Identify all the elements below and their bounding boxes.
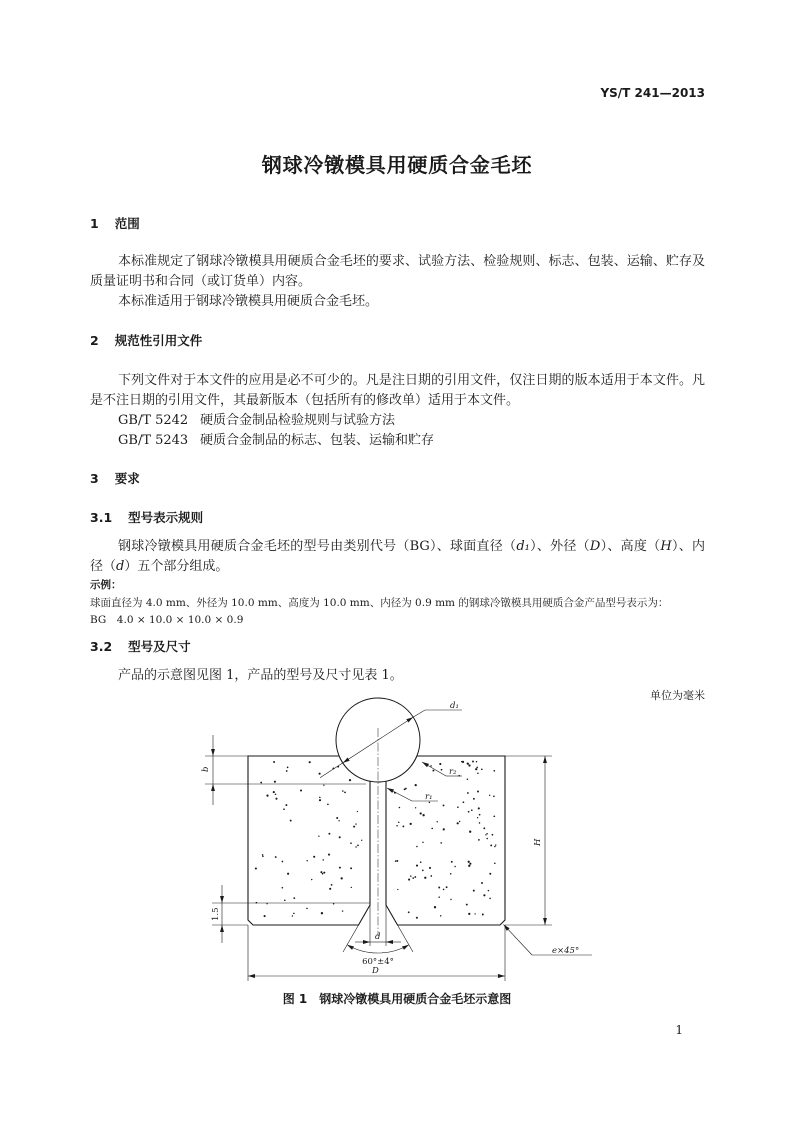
hatch-dot bbox=[410, 823, 412, 825]
example-text: 球面直径为 4.0 mm、外径为 10.0 mm、高度为 10.0 mm、内径为 0.9 mm 的钢球冷镦模具用硬质合金产品型号表示为： bbox=[90, 597, 669, 609]
hatch-dot bbox=[260, 782, 262, 784]
dimensions-paragraph: 产品的示意图见图 1，产品的型号及尺寸见表 1。 bbox=[118, 668, 403, 683]
unit-note: 单位为毫米 bbox=[650, 689, 705, 702]
hatch-dot bbox=[477, 791, 479, 793]
hatch-dot bbox=[486, 838, 488, 840]
hatch-dot bbox=[430, 765, 432, 767]
hatch-dot bbox=[273, 761, 275, 763]
blank-body-left bbox=[248, 756, 370, 925]
hatch-dot bbox=[493, 815, 495, 817]
hatch-dot bbox=[339, 836, 341, 838]
hatch-dot bbox=[275, 856, 277, 858]
hatch-dot bbox=[475, 768, 477, 770]
hatch-dot bbox=[342, 790, 344, 792]
hatch-dot bbox=[350, 867, 352, 869]
hatch-dot bbox=[481, 882, 483, 884]
hatch-dot bbox=[321, 912, 323, 914]
text-run: ）、外径（ bbox=[529, 539, 590, 554]
hatch-dot bbox=[328, 854, 330, 856]
hatch-dot bbox=[467, 792, 469, 794]
symbol-d1: d₁ bbox=[516, 539, 530, 554]
hatch-dot bbox=[255, 867, 257, 869]
text-run: ）、高度（ bbox=[600, 539, 661, 554]
hatch-dot bbox=[422, 842, 423, 843]
symbol-d: d bbox=[116, 559, 125, 574]
hatch-dot bbox=[472, 761, 474, 763]
hatch-dot bbox=[323, 785, 324, 786]
hatch-dot bbox=[336, 817, 338, 819]
d-label: d bbox=[375, 932, 381, 942]
hatch-dot bbox=[439, 763, 441, 765]
hatch-dot bbox=[319, 799, 321, 801]
hatch-dot bbox=[430, 875, 432, 877]
hatch-dot bbox=[443, 804, 445, 806]
hatch-dot bbox=[262, 854, 263, 855]
section-3-1-heading bbox=[90, 508, 203, 528]
hatch-dot bbox=[353, 826, 355, 828]
hatch-dot bbox=[264, 915, 266, 917]
hatch-dot bbox=[467, 762, 469, 764]
hatch-dot bbox=[349, 779, 351, 781]
standard-code: YS/T 241—2013 bbox=[600, 86, 705, 100]
hatch-dot bbox=[408, 879, 410, 881]
symbol-H: H bbox=[660, 539, 672, 554]
text-run: 钢球冷镦模具用硬质合金毛坯的型号由类别代号（BG）、球面直径（ bbox=[118, 539, 517, 554]
hatch-dot bbox=[273, 791, 275, 793]
applicability-paragraph: 本标准适用于钢球冷镦模具用硬质合金毛坯。 bbox=[118, 294, 379, 309]
reference-item bbox=[118, 411, 395, 431]
hatch-dot bbox=[319, 797, 321, 799]
hatch-dot bbox=[454, 866, 456, 868]
hatch-dot bbox=[451, 861, 453, 863]
hatch-dot bbox=[306, 908, 308, 910]
chamfer-label: e×45° bbox=[552, 946, 580, 956]
hatch-dot bbox=[275, 794, 277, 796]
hatch-dot bbox=[357, 845, 359, 847]
section-3-heading bbox=[90, 469, 140, 489]
hatch-dot bbox=[416, 846, 418, 848]
hatch-dot bbox=[469, 831, 471, 833]
hatch-dot bbox=[282, 861, 284, 863]
hatch-dot bbox=[420, 861, 422, 863]
scope-paragraph: 本标准规定了钢球冷镦模具用硬质合金毛坯的要求、试验方法、检验规则、标志、包装、运输、贮存及质量证明书和合同（或订货单）内容。 bbox=[90, 254, 705, 289]
hatch-dot bbox=[471, 809, 473, 811]
hatch-dot bbox=[478, 807, 480, 809]
hatch-dot bbox=[396, 860, 398, 862]
hatch-dot bbox=[434, 906, 436, 908]
hatch-dot bbox=[300, 789, 302, 791]
hatch-dot bbox=[293, 913, 295, 915]
hatch-dot bbox=[467, 779, 469, 781]
hatch-dot bbox=[275, 798, 277, 800]
hatch-dot bbox=[441, 769, 443, 771]
hatch-dot bbox=[438, 896, 440, 898]
hatch-dot bbox=[482, 914, 484, 916]
hatch-dot bbox=[420, 812, 422, 814]
hatch-dot bbox=[286, 770, 288, 772]
hatch-dot bbox=[422, 814, 424, 816]
hatch-dot bbox=[313, 856, 315, 858]
hatch-dot bbox=[443, 828, 445, 830]
hatch-dot bbox=[495, 844, 496, 845]
hatch-dot bbox=[481, 768, 483, 770]
hatch-dot bbox=[399, 807, 401, 809]
designation-rule-paragraph bbox=[90, 537, 705, 577]
hatch-dot bbox=[327, 803, 329, 805]
hatch-dot bbox=[493, 795, 495, 797]
hatch-dot bbox=[466, 904, 468, 906]
hatch-dot bbox=[457, 822, 459, 824]
hatch-dot bbox=[395, 860, 397, 862]
hatch-dot bbox=[429, 867, 431, 869]
section-1-heading bbox=[90, 214, 140, 234]
hatch-dot bbox=[489, 795, 490, 796]
hatch-dot bbox=[490, 844, 492, 846]
hatch-dot bbox=[285, 804, 287, 806]
hatch-dot bbox=[338, 820, 339, 821]
hatch-dot bbox=[450, 899, 451, 900]
hatch-dot bbox=[477, 773, 479, 775]
hatch-dot bbox=[402, 825, 404, 827]
section-number: 3.2 bbox=[90, 639, 113, 654]
hatch-dot bbox=[282, 887, 284, 889]
references-intro-paragraph: 下列文件对于本文件的应用是必不可少的。凡是注日期的引用文件，仅注日期的版本适用于本文件。凡是不注日期的引用文件，其最新版本（包括所有的修改单）适用于本文件。 bbox=[90, 373, 705, 408]
hatch-dot bbox=[412, 877, 414, 879]
section-number: 2 bbox=[90, 333, 99, 348]
hatch-dot bbox=[361, 840, 362, 841]
hatch-dot bbox=[396, 825, 397, 826]
hatch-dot bbox=[415, 807, 416, 808]
hatch-dot bbox=[478, 839, 480, 841]
hatch-dot bbox=[339, 867, 341, 869]
hatch-dot bbox=[357, 811, 358, 812]
reference-title: 硬质合金制品检验规则与试验方法 bbox=[200, 413, 396, 428]
hatch-dot bbox=[341, 877, 343, 879]
hatch-dot bbox=[486, 833, 487, 834]
hatch-dot bbox=[461, 761, 462, 762]
hatch-dot bbox=[322, 873, 324, 875]
hatch-dot bbox=[483, 827, 485, 829]
hatch-dot bbox=[309, 761, 311, 763]
hatch-dot bbox=[493, 770, 495, 772]
section-number: 3 bbox=[90, 471, 99, 486]
hatch-dot bbox=[397, 889, 398, 890]
text-run: ）、内径（ bbox=[90, 539, 705, 574]
hatch-dot bbox=[479, 814, 481, 816]
hatch-dot bbox=[440, 915, 441, 916]
hatch-dot bbox=[432, 770, 434, 772]
section-number: 1 bbox=[90, 216, 99, 231]
text-run: ）五个部分组成。 bbox=[124, 559, 229, 574]
section-3-2-heading bbox=[90, 637, 191, 657]
hatch-dot bbox=[424, 877, 426, 879]
reference-item bbox=[118, 431, 434, 451]
hatch-dot bbox=[292, 915, 293, 916]
hatch-dot bbox=[438, 887, 440, 889]
angle-label: 60°±4° bbox=[362, 957, 394, 967]
hatch-dot bbox=[469, 863, 471, 865]
hatch-dot bbox=[443, 889, 445, 891]
hatch-dot bbox=[320, 871, 322, 873]
hatch-dot bbox=[477, 817, 478, 818]
hatch-dot bbox=[416, 865, 418, 867]
hatch-dot bbox=[306, 860, 307, 861]
hatch-dot bbox=[319, 773, 321, 775]
hatch-dot bbox=[436, 821, 437, 822]
hatch-dot bbox=[479, 822, 481, 824]
hatch-dot bbox=[488, 890, 489, 891]
hatch-dot bbox=[284, 900, 286, 902]
hatch-dot bbox=[463, 801, 465, 803]
hatch-dot bbox=[414, 876, 416, 878]
blank-schematic-figure bbox=[180, 695, 620, 987]
r1-label: r₁ bbox=[425, 792, 433, 802]
hatch-dot bbox=[468, 811, 470, 813]
document-title: 钢球冷镦模具用硬质合金毛坯 bbox=[261, 153, 533, 177]
hatch-dot bbox=[274, 781, 276, 783]
hatch-dot bbox=[342, 910, 343, 911]
section-number: 3.1 bbox=[90, 510, 113, 525]
hatch-dot bbox=[431, 828, 433, 830]
hatch-dot bbox=[494, 846, 496, 848]
hatch-dot bbox=[459, 821, 460, 822]
hatch-dot bbox=[473, 798, 475, 800]
hatch-dot bbox=[468, 865, 470, 867]
hatch-dot bbox=[494, 863, 496, 865]
hatch-dot bbox=[287, 767, 289, 769]
reference-code: GB/T 5243 bbox=[118, 433, 189, 448]
blank-body-right bbox=[386, 756, 505, 925]
hatch-dot bbox=[476, 761, 477, 762]
hatch-dot bbox=[422, 870, 424, 872]
hatch-dot bbox=[468, 913, 470, 915]
hatch-dot bbox=[322, 859, 324, 861]
hatch-dot bbox=[350, 842, 352, 844]
reference-code: GB/T 5242 bbox=[118, 413, 189, 428]
hatch-dot bbox=[468, 764, 470, 766]
hatch-dot bbox=[415, 784, 417, 786]
reference-title: 硬质合金制品的标志、包装、运输和贮存 bbox=[200, 433, 435, 448]
hatch-dot bbox=[476, 767, 478, 769]
hatch-dot bbox=[351, 887, 352, 888]
hatch-dot bbox=[483, 894, 485, 896]
hatch-dot bbox=[410, 875, 411, 876]
hatch-dot bbox=[283, 808, 285, 810]
hatch-dot bbox=[485, 834, 486, 835]
hatch-dot bbox=[408, 911, 410, 913]
hatch-dot bbox=[416, 917, 418, 919]
hatch-dot bbox=[355, 846, 356, 847]
hatch-dot bbox=[262, 856, 264, 858]
D-label: D bbox=[372, 966, 379, 976]
section-title: 范围 bbox=[114, 216, 140, 231]
hatch-dot bbox=[323, 872, 325, 874]
hatch-dot bbox=[311, 879, 312, 880]
b-label: b bbox=[201, 766, 211, 772]
hatch-dot bbox=[290, 820, 292, 822]
section-title: 型号及尺寸 bbox=[128, 639, 191, 654]
hatch-dot bbox=[266, 794, 268, 796]
hatch-dot bbox=[446, 886, 448, 888]
figure-caption: 图 1 钢球冷镦模具用硬质合金毛坯示意图 bbox=[282, 992, 512, 1006]
section-title: 要求 bbox=[114, 471, 140, 486]
hatch-dot bbox=[328, 833, 330, 835]
hatch-dot bbox=[474, 913, 475, 914]
hatch-dot bbox=[489, 873, 491, 875]
symbol-D: D bbox=[589, 539, 601, 554]
hatch-dot bbox=[355, 823, 356, 824]
example-label: 示例： bbox=[90, 579, 122, 591]
hatch-dot bbox=[473, 890, 475, 892]
section-title: 型号表示规则 bbox=[128, 510, 204, 525]
H-dimension bbox=[505, 756, 552, 925]
hatch-dot bbox=[287, 873, 289, 875]
page-number: 1 bbox=[675, 1023, 683, 1037]
hatch-dot bbox=[329, 888, 331, 890]
hatch-dot bbox=[468, 861, 470, 863]
example-designation: BG 4.0 × 10.0 × 10.0 × 0.9 bbox=[90, 614, 244, 626]
depth-label: 1.5 bbox=[211, 907, 221, 921]
section-title: 规范性引用文件 bbox=[114, 333, 203, 348]
hatch-dot bbox=[492, 834, 494, 836]
r2-label: r₂ bbox=[449, 767, 457, 777]
hatch-dot bbox=[440, 842, 442, 844]
hatch-dot bbox=[293, 897, 295, 899]
section-2-heading bbox=[90, 331, 202, 351]
hatch-dot bbox=[398, 822, 399, 823]
hatch-dot bbox=[405, 788, 407, 790]
hatch-dot bbox=[344, 792, 346, 794]
hatch-dot bbox=[457, 806, 459, 808]
d1-label: d₁ bbox=[450, 701, 459, 711]
hatch-dot bbox=[331, 884, 333, 886]
H-label: H bbox=[533, 838, 543, 846]
hatch-dot bbox=[489, 898, 491, 900]
hatch-dot bbox=[450, 873, 452, 875]
hatch-dot bbox=[318, 836, 319, 837]
